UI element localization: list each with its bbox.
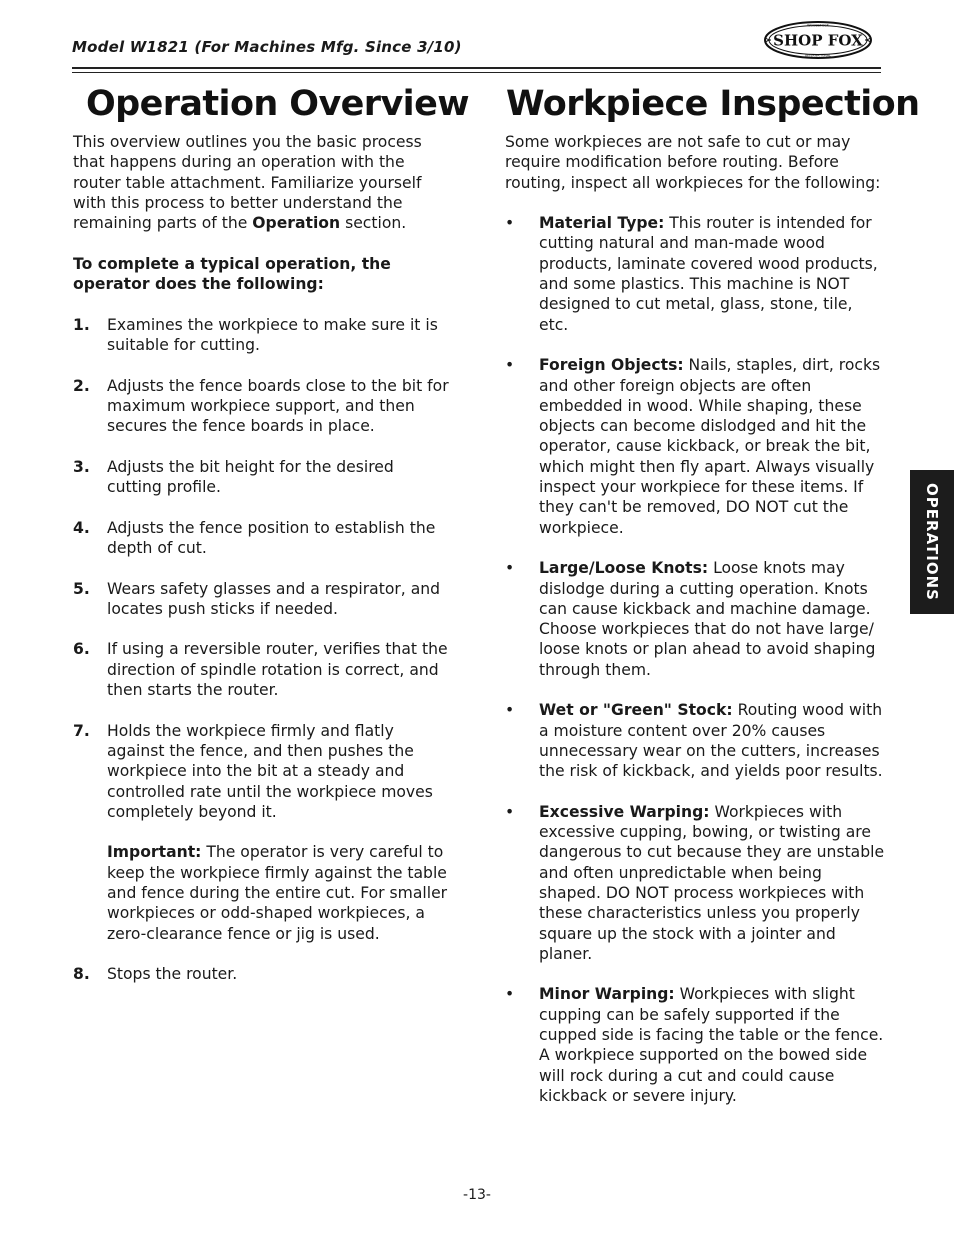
important-text: The operator is very careful to keep the workpiece firmly against the table and fence during the entire cut. For smaller workpieces or odd-shaped workpieces, a zero-clearance fence or jig is used. — [107, 843, 448, 943]
logo-bottom-arc: INTERNATIONAL — [805, 53, 831, 58]
bullet-icon: • — [505, 559, 515, 578]
page-number: -13- — [463, 1187, 491, 1203]
step-number: 5. — [73, 579, 90, 598]
header-rule-thick — [72, 67, 881, 69]
operations-side-tab — [910, 470, 954, 614]
step-item — [73, 964, 453, 984]
step-item — [73, 376, 453, 437]
step-number: 7. — [73, 721, 90, 740]
bullet-icon: • — [505, 985, 515, 1004]
step-item — [73, 457, 453, 498]
bullet-icon: • — [505, 356, 515, 375]
logo-top-arc: WOODSTOCK — [807, 23, 829, 28]
step-item — [73, 639, 453, 700]
bullet-icon: • — [505, 214, 515, 233]
inspection-item-label: Large/Loose Knots: — [539, 559, 709, 578]
step-text: Holds the workpiece firmly and flatly against the fence, and then pushes the workpiece into the bit at a steady and controlled rate until the workpiece moves completely beyond it. — [107, 721, 433, 821]
overview-intro — [73, 132, 453, 233]
step-text: Adjusts the bit height for the desired cutting profile. — [107, 457, 394, 497]
step-text: Wears safety glasses and a respirator, and locates push sticks if needed. — [107, 579, 441, 618]
step-item — [73, 721, 453, 822]
bullet-icon: • — [505, 802, 515, 821]
step-item — [73, 579, 453, 620]
inspection-item — [505, 213, 885, 335]
operation-overview-section — [73, 132, 453, 1005]
header-model-title: Model W1821 (For Machines Mfg. Since 3/10) — [72, 38, 462, 56]
header-rule-thin — [72, 72, 881, 73]
inspection-item-text: Workpieces with slight cupping can be safely supported if the cupped side is facing the table or the fence. A workpiece supported on the bowed side will rock during a cut and could cause kickback or severe injury. — [539, 985, 884, 1105]
step-number: 1. — [73, 315, 90, 334]
inspection-item — [505, 802, 885, 964]
important-label: Important: — [107, 843, 202, 862]
inspection-item-label: Material Type: — [539, 214, 665, 233]
logo-text: SHOP FOX — [773, 31, 863, 50]
step-text: Adjusts the fence position to establish the depth of cut. — [107, 518, 436, 557]
step-number: 6. — [73, 640, 90, 659]
overview-intro-bold: Operation — [252, 214, 341, 233]
inspection-item-label: Minor Warping: — [539, 985, 675, 1004]
step-number: 8. — [73, 965, 90, 984]
step-text: Examines the workpiece to make sure it is suitable for cutting. — [107, 315, 438, 354]
shop-fox-logo — [763, 20, 873, 60]
workpiece-inspection-section — [505, 132, 885, 1127]
step-number: 2. — [73, 376, 90, 395]
inspection-item-label: Excessive Warping: — [539, 802, 710, 821]
inspection-item — [505, 700, 885, 781]
inspection-item — [505, 984, 885, 1106]
inspection-item-label: Wet or "Green" Stock: — [539, 701, 733, 720]
inspection-item-text: Workpieces with excessive cupping, bowing, or twisting are dangerous to cut because they are unstable and often unpredictable when being shaped. DO NOT process workpieces with these characteristics unless you properly square up the stock with a jointer and planer. — [539, 802, 885, 963]
inspection-item-text: Nails, staples, dirt, rocks and other foreign objects are often embedded in wood. While shaping, these objects can become dislodged and hit the operator, cause kickback, or break the bit, which might then fly apart. Always visually inspect your workpiece for these items. If they can't be removed, DO NOT cut the workpiece. — [539, 356, 881, 537]
overview-lead — [73, 254, 453, 295]
step-item — [73, 518, 453, 559]
inspection-intro: Some workpieces are not safe to cut or may require modification before routing. Before routing, inspect all workpieces for the following: — [505, 133, 881, 192]
bullet-icon: • — [505, 701, 515, 720]
important-note — [73, 842, 453, 943]
step-number: 4. — [73, 518, 90, 537]
overview-lead-text: To complete a typical operation, the operator does the following: — [73, 254, 391, 294]
step-text: Stops the router. — [107, 965, 238, 984]
inspection-item-text: Routing wood with a moisture content over 20% causes unnecessary wear on the cutters, increases the risk of kickback, and yields poor results. — [539, 701, 883, 781]
step-text: If using a reversible router, verifies that the direction of spindle rotation is correct, and then starts the router. — [107, 640, 448, 700]
inspection-item-label: Foreign Objects: — [539, 356, 684, 375]
inspection-item-text: Loose knots may dislodge during a cutting operation. Knots can cause kickback and machine damage. Choose workpieces that do not have large/ loose knots or plan ahead to avoid shaping through them. — [539, 559, 876, 679]
step-text: Adjusts the fence boards close to the bit for maximum workpiece support, and then secures the fence boards in place. — [107, 376, 449, 436]
operation-overview-heading: Operation Overview — [86, 84, 469, 124]
step-item — [73, 315, 453, 356]
workpiece-inspection-heading: Workpiece Inspection — [506, 84, 920, 124]
inspection-item — [505, 558, 885, 680]
inspection-item — [505, 355, 885, 538]
side-tab-label: OPERATIONS — [923, 483, 941, 601]
overview-intro-text: This overview outlines you the basic process that happens during an operation with the router table attachment. Familiarize yourself with this process to better understand the remaining parts of the — [73, 133, 422, 233]
step-number: 3. — [73, 457, 90, 476]
overview-intro-end: section. — [340, 214, 407, 233]
inspection-item-text: This router is intended for cutting natural and man-made wood products, laminate covered wood products, and some plastics. This machine is NOT designed to cut metal, glass, stone, tile, etc. — [539, 214, 878, 334]
